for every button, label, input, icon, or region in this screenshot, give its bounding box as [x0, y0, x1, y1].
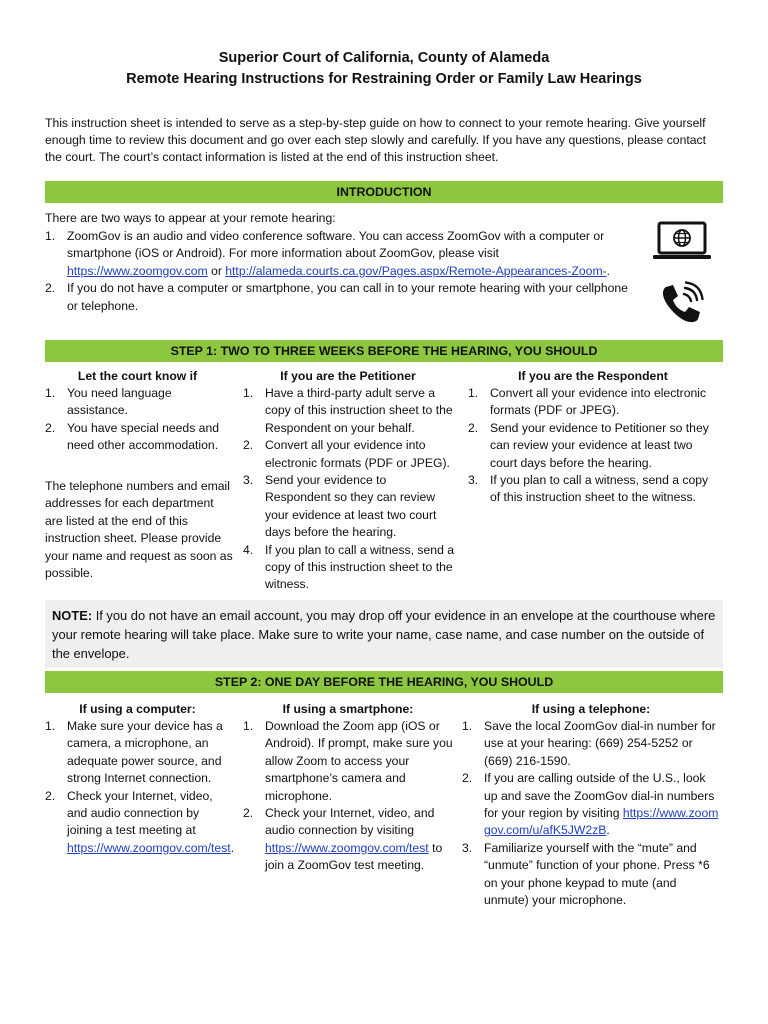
step2-col3-list — [462, 718, 720, 909]
list-item — [243, 718, 455, 805]
introduction-heading: INTRODUCTION — [45, 181, 723, 203]
list-item — [462, 718, 720, 770]
phone-call-icon — [658, 281, 704, 327]
list-text: Familiarize yourself with the “mute” and “unmute” function of your phone. Press *6 on your phone keypad to mute (and unmute) your microphone. — [484, 840, 710, 908]
zoomgov-description: ZoomGov is an audio and video conference software. You can access ZoomGov with a computer or smartphone (iOS or Android). For more information about ZoomGov, please visit — [67, 229, 605, 261]
intro-paragraph: This instruction sheet is intended to serve as a step-by-step guide on how to connect to your remote hearing. Give yourself enough time to review this document and go over each step slowly and carefully. If you have any questions, please contact the court. The court’s contact information is listed at the end of this instruction sheet. — [45, 116, 706, 164]
list-number: 3. — [468, 473, 479, 488]
computer-test-link[interactable]: https://www.zoomgov.com/test — [67, 840, 231, 855]
list-item — [243, 805, 455, 875]
list-text-end: to join a ZoomGov test meeting. — [265, 840, 443, 873]
list-text: Convert all your evidence into electronic formats (PDF or JPEG). — [490, 386, 707, 418]
list-number: 1. — [462, 719, 473, 733]
list-item — [462, 770, 720, 840]
step2-col3-title: If using a telephone: — [531, 702, 651, 716]
contact-note: The telephone numbers and email addresses for each department are listed at the end of this instruction sheet. Please provide your name and request as soon as possible. — [45, 479, 233, 581]
list-item — [45, 788, 233, 858]
period-text: . — [230, 840, 235, 855]
list-number: 3. — [462, 840, 473, 855]
step2-col2-title: If using a smartphone: — [282, 702, 414, 716]
list-text: Check your Internet, video, and audio connection by visiting — [265, 806, 435, 838]
list-number: 1. — [243, 719, 254, 733]
list-number: 2. — [45, 281, 56, 296]
zoomgov-link[interactable]: https://www.zoomgov.com — [67, 263, 208, 278]
court-title: Superior Court of California, County of Alameda — [218, 50, 550, 66]
step1-col2-list — [243, 385, 455, 594]
note-body: If you do not have an email account, you may drop off your evidence in an envelope at the courthouse where your remote hearing will take place. Make sure to write your name, case name, and case number on the outside of the envelope. — [52, 608, 716, 661]
period-text: . — [606, 823, 610, 838]
list-text: If you plan to call a witness, send a copy of this instruction sheet to the witness. — [265, 542, 455, 592]
list-item — [45, 385, 233, 420]
list-item — [462, 840, 720, 910]
step1-col3-title: If you are the Respondent — [518, 369, 668, 383]
list-item — [45, 420, 233, 455]
step1-col1-title: Let the court know if — [77, 369, 198, 383]
list-text: Make sure your device has a camera, a microphone, an adequate power source, and strong Internet connection. — [67, 719, 223, 786]
list-number: 2. — [45, 420, 56, 435]
list-number: 1. — [45, 719, 56, 733]
list-item — [243, 385, 455, 437]
list-number: 2. — [243, 438, 254, 453]
list-text: Download the Zoom app (iOS or Android). If prompt, make sure you allow Zoom to access your smartphone’s camera and microphone. — [265, 719, 453, 803]
step2-heading: STEP 2: ONE DAY BEFORE THE HEARING, YOU SHOULD — [45, 671, 723, 693]
step2-col2-list — [243, 718, 455, 875]
introduction-lead: There are two ways to appear at your remote hearing: — [45, 211, 336, 225]
list-number: 2. — [243, 806, 254, 821]
note-label: NOTE: — [52, 608, 93, 623]
dial-in-region-link[interactable]: https://www.zoomgov.com/u/afK5JW2zB — [484, 806, 719, 838]
list-item — [468, 385, 720, 420]
smartphone-test-link[interactable]: https://www.zoomgov.com/test — [265, 840, 429, 855]
step1-heading: STEP 1: TWO TO THREE WEEKS BEFORE THE HEARING, YOU SHOULD — [45, 340, 723, 362]
note-text — [52, 606, 722, 663]
document-title: Remote Hearing Instructions for Restraining Order or Family Law Hearings — [126, 71, 642, 87]
alameda-court-link[interactable]: http://alameda.courts.ca.gov/Pages.aspx/Remote-Appearances-Zoom- — [225, 263, 607, 278]
list-item — [468, 420, 720, 472]
list-text: Send your evidence to Respondent so they can review your evidence at least two court days before the hearing. — [265, 473, 437, 540]
or-text: or — [207, 263, 226, 278]
list-item — [45, 718, 233, 788]
introduction-list — [45, 228, 635, 315]
list-number: 1. — [45, 229, 56, 243]
list-number: 2. — [45, 788, 56, 803]
list-text: Have a third-party adult serve a copy of this instruction sheet to the Respondent on your behalf. — [265, 386, 453, 435]
list-text: You have special needs and need other accommodation. — [67, 420, 220, 453]
step1-col1-list — [45, 385, 233, 455]
list-text: Save the local ZoomGov dial-in number for use at your hearing: (669) 254-5252 or (669) 216-1590. — [484, 719, 716, 768]
list-number: 3. — [243, 473, 254, 488]
step1-col3-list — [468, 385, 720, 507]
step2-col1-list — [45, 718, 233, 857]
step1-col2-title: If you are the Petitioner — [280, 369, 416, 383]
list-text: Check your Internet, video, and audio connection by joining a test meeting at — [67, 788, 213, 838]
period-text: . — [606, 263, 611, 278]
list-text: Send your evidence to Petitioner so they can review your evidence at least two court days before the hearing. — [490, 420, 709, 470]
list-text: Convert all your evidence into electronic formats (PDF or JPEG). — [265, 438, 450, 470]
list-item — [243, 542, 455, 594]
list-text: You need language assistance. — [67, 386, 172, 418]
list-item — [243, 472, 455, 542]
step2-col1-title: If using a computer: — [79, 702, 196, 716]
list-number: 1. — [243, 386, 254, 400]
list-item — [45, 280, 635, 315]
list-number: 4. — [243, 542, 254, 557]
list-item — [45, 228, 635, 280]
list-item — [243, 437, 455, 472]
list-number: 1. — [468, 386, 479, 400]
laptop-globe-icon — [652, 220, 712, 262]
list-number: 2. — [462, 771, 473, 786]
list-number: 2. — [468, 420, 479, 435]
list-text: If you are calling outside of the U.S., look up and save the ZoomGov dial-in numbers for your region by visiting — [484, 771, 715, 821]
list-number: 1. — [45, 386, 56, 400]
list-text: If you plan to call a witness, send a copy of this instruction sheet to the witness. — [490, 473, 709, 505]
phone-option-description: If you do not have a computer or smartphone, you can call in to your remote hearing with your cellphone or telephone. — [67, 281, 628, 313]
list-item — [468, 472, 720, 507]
